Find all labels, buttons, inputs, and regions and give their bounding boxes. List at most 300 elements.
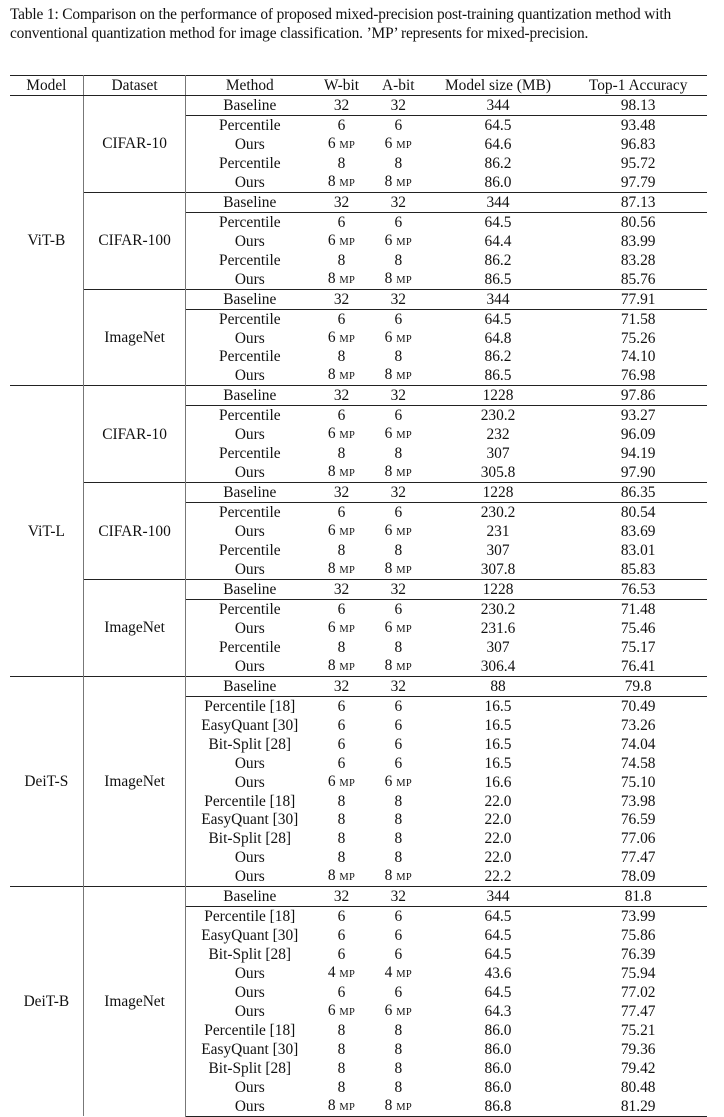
model-cell: ViT-L: [10, 386, 83, 676]
table-row: [10, 580, 707, 600]
a-bit-cell: 32: [370, 483, 427, 503]
mp-tag: MP: [339, 661, 356, 673]
model-size-cell: 86.0: [484, 173, 512, 191]
model-size-cell: 64.4: [484, 232, 512, 250]
model-size-cell: 64.5: [484, 116, 512, 134]
model-size-cell: 230.2: [480, 407, 516, 425]
a-bit-cell: 6: [394, 407, 403, 425]
method-cell: Percentile [18]: [204, 792, 296, 810]
mp-tag: MP: [396, 1007, 412, 1018]
w-bit-cell: 6: [337, 600, 346, 618]
dataset-cell: ImageNet: [83, 289, 186, 386]
dataset-cell: CIFAR-100: [83, 192, 186, 289]
a-bit-cell: 8: [394, 251, 403, 269]
accuracy-cell: 96.83: [620, 135, 656, 153]
header-model-size: Model size (MB): [427, 76, 570, 96]
mp-tag: MP: [396, 236, 412, 248]
model-size-cell: 231.6: [480, 619, 516, 637]
w-bit-cell: 6: [337, 116, 346, 134]
table-row: [10, 96, 707, 116]
accuracy-cell: 71.58: [620, 310, 656, 328]
a-bit-cell: 32: [370, 887, 427, 907]
method-cell: Percentile: [219, 407, 281, 425]
method-cell: EasyQuant [30]: [201, 716, 299, 734]
accuracy-cell: 85.76: [620, 270, 656, 288]
method-cell: Percentile [18]: [204, 908, 296, 926]
method-cell: Percentile: [219, 116, 281, 134]
a-bit-cell: 8: [394, 445, 403, 463]
header-model: Model: [10, 76, 83, 96]
table-row: [10, 483, 707, 503]
header-dataset: Dataset: [83, 76, 186, 96]
accuracy-cell: 81.29: [569, 1097, 707, 1117]
a-bit-cell: 8 MP: [384, 172, 412, 190]
model-size-cell: 64.5: [484, 927, 512, 945]
mp-tag: MP: [396, 872, 412, 884]
method-cell: Baseline: [186, 483, 313, 503]
a-bit-cell: 6: [394, 600, 403, 618]
mp-tag: MP: [396, 468, 412, 480]
accuracy-cell: 83.69: [620, 523, 656, 541]
a-bit-cell: 32: [370, 96, 427, 116]
w-bit-cell: 6: [337, 504, 346, 522]
a-bit-cell: 8 MP: [370, 1097, 427, 1117]
model-size-cell: 305.8: [480, 464, 516, 482]
a-bit-cell: 8: [394, 348, 403, 366]
method-cell: Percentile: [219, 542, 281, 560]
w-bit-cell: 8: [337, 154, 346, 172]
w-bit-cell: 6 MP: [327, 522, 356, 540]
w-bit-cell: 32: [313, 289, 370, 309]
mp-tag: MP: [339, 1007, 356, 1018]
mp-tag: MP: [339, 468, 356, 480]
model-size-cell: 22.0: [484, 792, 512, 810]
method-cell: EasyQuant [30]: [201, 1040, 299, 1058]
dataset-cell: ImageNet: [83, 580, 186, 677]
method-cell: EasyQuant [30]: [201, 811, 299, 829]
method-cell: Ours: [234, 464, 265, 482]
mp-tag: MP: [339, 139, 356, 151]
method-cell: Ours: [234, 523, 265, 541]
method-cell: Ours: [234, 619, 265, 637]
method-cell: Bit-Split [28]: [208, 946, 292, 964]
model-size-cell: 22.0: [484, 811, 512, 829]
model-size-cell: 22.0: [484, 849, 512, 867]
accuracy-cell: 75.86: [620, 927, 656, 945]
method-cell: Baseline: [186, 192, 313, 212]
model-size-cell: 64.3: [484, 1003, 512, 1020]
accuracy-cell: 97.79: [620, 173, 656, 191]
a-bit-cell: 8: [394, 542, 403, 560]
mp-tag: MP: [396, 139, 412, 151]
model-size-cell: 230.2: [480, 504, 516, 522]
w-bit-cell: 8: [337, 1059, 346, 1077]
method-cell: Ours: [234, 232, 265, 250]
accuracy-cell: 83.99: [620, 232, 656, 250]
accuracy-cell: 75.94: [620, 965, 656, 983]
model-size-cell: 307.8: [480, 561, 516, 579]
header-w-bit: W-bit: [313, 76, 370, 96]
accuracy-cell: 81.8: [569, 887, 707, 907]
model-size-cell: 86.0: [484, 1059, 512, 1077]
w-bit-cell: 6: [337, 984, 346, 1002]
w-bit-cell: 8: [337, 811, 346, 829]
mp-tag: MP: [396, 430, 412, 442]
a-bit-cell: 32: [370, 676, 427, 696]
accuracy-cell: 76.39: [620, 946, 656, 964]
model-size-cell: 230.2: [480, 600, 516, 618]
method-cell: Percentile: [219, 638, 281, 656]
accuracy-cell: 75.26: [620, 329, 656, 347]
table-row: [10, 289, 707, 309]
model-size-cell: 16.5: [484, 735, 512, 753]
accuracy-cell: 93.27: [620, 407, 656, 425]
dataset-cell: CIFAR-10: [83, 96, 186, 193]
header-top1-accuracy: Top-1 Accuracy: [569, 76, 707, 96]
mp-tag: MP: [339, 371, 356, 383]
a-bit-cell: 6: [394, 716, 403, 734]
w-bit-cell: 32: [313, 580, 370, 600]
accuracy-cell: 79.42: [620, 1059, 656, 1077]
mp-tag: MP: [339, 177, 356, 189]
model-size-cell: 1228: [427, 483, 570, 503]
accuracy-cell: 74.10: [620, 348, 656, 366]
mp-tag: MP: [339, 623, 356, 635]
w-bit-cell: 6: [337, 946, 346, 964]
header-row: [10, 76, 707, 96]
w-bit-cell: 32: [313, 887, 370, 907]
model-size-cell: 1228: [427, 386, 570, 406]
w-bit-cell: 6: [337, 697, 346, 715]
method-cell: Percentile: [219, 310, 281, 328]
accuracy-cell: 70.49: [620, 697, 656, 715]
a-bit-cell: 8: [394, 638, 403, 656]
method-cell: Percentile: [219, 600, 281, 618]
a-bit-cell: 6 MP: [384, 522, 412, 540]
table-row: [10, 676, 707, 696]
w-bit-cell: 6 MP: [327, 134, 356, 152]
w-bit-cell: 4 MP: [327, 964, 356, 982]
a-bit-cell: 6: [394, 754, 403, 772]
method-cell: Ours: [234, 1078, 265, 1096]
method-cell: Ours: [234, 868, 265, 886]
a-bit-cell: 8 MP: [384, 366, 412, 384]
mp-tag: MP: [339, 527, 356, 539]
accuracy-cell: 73.98: [620, 792, 656, 810]
w-bit-cell: 8 MP: [327, 867, 356, 885]
mp-tag: MP: [396, 623, 412, 635]
a-bit-cell: 8: [394, 811, 403, 829]
w-bit-cell: 6 MP: [327, 618, 356, 636]
method-cell: Baseline: [186, 580, 313, 600]
method-cell: Ours: [234, 1003, 265, 1020]
model-cell: ViT-B: [10, 96, 83, 386]
w-bit-cell: 8 MP: [327, 463, 356, 481]
a-bit-cell: 6: [394, 984, 403, 1002]
model-size-cell: 1228: [427, 580, 570, 600]
accuracy-cell: 71.48: [620, 600, 656, 618]
accuracy-cell: 75.46: [620, 619, 656, 637]
model-size-cell: 344: [427, 887, 570, 907]
model-size-cell: 22.0: [484, 830, 512, 848]
method-cell: Percentile [18]: [204, 1021, 296, 1039]
w-bit-cell: 8: [337, 1040, 346, 1058]
a-bit-cell: 6 MP: [384, 425, 412, 443]
w-bit-cell: 32: [313, 676, 370, 696]
model-size-cell: 64.5: [484, 213, 512, 231]
a-bit-cell: 6 MP: [384, 1002, 412, 1019]
model-size-cell: 86.0: [484, 1078, 512, 1096]
model-size-cell: 344: [427, 192, 570, 212]
model-size-cell: 16.6: [484, 773, 512, 791]
accuracy-cell: 76.41: [620, 657, 656, 675]
model-size-cell: 64.5: [484, 908, 512, 926]
accuracy-cell: 74.58: [620, 754, 656, 772]
accuracy-cell: 79.8: [569, 676, 707, 696]
model-size-cell: 344: [427, 96, 570, 116]
accuracy-cell: 76.98: [620, 367, 656, 385]
w-bit-cell: 8 MP: [313, 1097, 370, 1117]
w-bit-cell: 8: [337, 792, 346, 810]
model-size-cell: 43.6: [484, 965, 512, 983]
mp-tag: MP: [396, 274, 412, 286]
model-size-cell: 64.6: [484, 135, 512, 153]
accuracy-cell: 77.47: [620, 1003, 656, 1020]
method-cell: Ours: [234, 984, 265, 1002]
a-bit-cell: 8 MP: [384, 269, 412, 287]
w-bit-cell: 6: [337, 908, 346, 926]
mp-tag: MP: [396, 371, 412, 383]
model-size-cell: 86.8: [427, 1097, 570, 1117]
mp-tag: MP: [396, 969, 412, 981]
accuracy-cell: 85.83: [620, 561, 656, 579]
table-caption: Table 1: Comparison on the performance of proposed mixed-precision post-training quantization method with conventional quantization method for image classification. ’MP’ represents for mixed-precision.: [10, 6, 672, 42]
accuracy-cell: 73.99: [620, 908, 656, 926]
table-row: [10, 192, 707, 212]
accuracy-cell: 80.48: [620, 1078, 656, 1096]
accuracy-cell: 75.21: [620, 1021, 656, 1039]
model-size-cell: 16.5: [484, 697, 512, 715]
model-size-cell: 64.5: [484, 984, 512, 1002]
w-bit-cell: 6: [337, 754, 346, 772]
method-cell: Ours: [234, 329, 265, 347]
w-bit-cell: 8: [337, 830, 346, 848]
a-bit-cell: 6: [394, 735, 403, 753]
method-cell: Ours: [234, 561, 265, 579]
mp-tag: MP: [396, 333, 412, 345]
a-bit-cell: 4 MP: [384, 964, 412, 982]
model-size-cell: 86.2: [484, 251, 512, 269]
a-bit-cell: 8 MP: [384, 560, 412, 578]
a-bit-cell: 6: [394, 310, 403, 328]
header-a-bit: A-bit: [370, 76, 427, 96]
method-cell: Ours: [234, 773, 265, 791]
mp-tag: MP: [339, 565, 356, 577]
results-table: [10, 75, 707, 1117]
mp-tag: MP: [339, 777, 356, 789]
w-bit-cell: 6 MP: [327, 425, 356, 443]
w-bit-cell: 6: [337, 716, 346, 734]
method-cell: Percentile: [219, 348, 281, 366]
model-size-cell: 64.5: [484, 946, 512, 964]
a-bit-cell: 8: [394, 1021, 403, 1039]
method-cell: Baseline: [186, 887, 313, 907]
method-cell: Ours: [234, 173, 265, 191]
method-cell: Baseline: [186, 386, 313, 406]
method-cell: Baseline: [186, 676, 313, 696]
a-bit-cell: 8: [394, 792, 403, 810]
accuracy-cell: 80.54: [620, 504, 656, 522]
model-size-cell: 232: [486, 426, 510, 444]
accuracy-cell: 94.19: [620, 445, 656, 463]
w-bit-cell: 6: [337, 735, 346, 753]
accuracy-cell: 95.72: [620, 154, 656, 172]
mp-tag: MP: [339, 333, 356, 345]
accuracy-cell: 75.17: [620, 638, 656, 656]
model-size-cell: 64.8: [484, 329, 512, 347]
table-body: [10, 96, 707, 1117]
accuracy-cell: 97.90: [620, 464, 656, 482]
model-size-cell: 86.0: [484, 1040, 512, 1058]
model-size-cell: 86.2: [484, 154, 512, 172]
mp-tag: MP: [339, 236, 356, 248]
w-bit-cell: 8: [337, 542, 346, 560]
a-bit-cell: 6 MP: [384, 618, 412, 636]
a-bit-cell: 6 MP: [384, 134, 412, 152]
accuracy-cell: 83.28: [620, 251, 656, 269]
w-bit-cell: 8: [337, 1078, 346, 1096]
mp-tag: MP: [396, 527, 412, 539]
dataset-cell: ImageNet: [83, 676, 186, 886]
accuracy-cell: 79.36: [620, 1040, 656, 1058]
accuracy-cell: 86.35: [569, 483, 707, 503]
a-bit-cell: 8: [394, 1059, 403, 1077]
accuracy-cell: 93.48: [620, 116, 656, 134]
accuracy-cell: 77.47: [620, 849, 656, 867]
model-size-cell: 307: [486, 445, 510, 463]
a-bit-cell: 6: [394, 927, 403, 945]
model-size-cell: 86.5: [484, 270, 512, 288]
accuracy-cell: 98.13: [569, 96, 707, 116]
mp-tag: MP: [396, 177, 412, 189]
method-cell: Ours: [234, 965, 265, 983]
a-bit-cell: 6: [394, 504, 403, 522]
method-cell: Ours: [234, 754, 265, 772]
accuracy-cell: 74.04: [620, 735, 656, 753]
accuracy-cell: 76.53: [569, 580, 707, 600]
method-cell: EasyQuant [30]: [201, 927, 299, 945]
model-size-cell: 86.5: [484, 367, 512, 385]
method-cell: Baseline: [186, 96, 313, 116]
table-row: [10, 386, 707, 406]
model-size-cell: 86.2: [484, 348, 512, 366]
w-bit-cell: 6: [337, 213, 346, 231]
dataset-cell: ImageNet: [83, 887, 186, 1116]
w-bit-cell: 6 MP: [327, 231, 356, 249]
w-bit-cell: 6 MP: [327, 1002, 356, 1019]
a-bit-cell: 6: [394, 213, 403, 231]
a-bit-cell: 6 MP: [384, 328, 412, 346]
w-bit-cell: 8: [337, 638, 346, 656]
mp-tag: MP: [339, 274, 356, 286]
mp-tag: MP: [396, 661, 412, 673]
a-bit-cell: 6: [394, 697, 403, 715]
w-bit-cell: 8 MP: [327, 560, 356, 578]
dataset-cell: CIFAR-100: [83, 483, 186, 580]
model-size-cell: 307: [486, 542, 510, 560]
method-cell: Percentile: [219, 213, 281, 231]
w-bit-cell: 8 MP: [327, 366, 356, 384]
w-bit-cell: 6: [337, 927, 346, 945]
a-bit-cell: 32: [370, 289, 427, 309]
accuracy-cell: 97.86: [569, 386, 707, 406]
a-bit-cell: 8: [394, 830, 403, 848]
accuracy-cell: 76.59: [620, 811, 656, 829]
method-cell: Ours: [186, 1097, 313, 1117]
a-bit-cell: 6 MP: [384, 772, 412, 790]
method-cell: Percentile [18]: [204, 697, 296, 715]
w-bit-cell: 32: [313, 96, 370, 116]
dataset-cell: CIFAR-10: [83, 386, 186, 483]
w-bit-cell: 8 MP: [327, 656, 356, 674]
method-cell: Ours: [234, 657, 265, 675]
w-bit-cell: 8 MP: [327, 172, 356, 190]
a-bit-cell: 8 MP: [384, 867, 412, 885]
method-cell: Percentile: [219, 504, 281, 522]
accuracy-cell: 83.01: [620, 542, 656, 560]
w-bit-cell: 8: [337, 1021, 346, 1039]
method-cell: Bit-Split [28]: [208, 830, 292, 848]
method-cell: Ours: [234, 426, 265, 444]
method-cell: Percentile: [219, 251, 281, 269]
method-cell: Ours: [234, 270, 265, 288]
method-cell: Baseline: [186, 289, 313, 309]
model-cell: DeiT-B: [10, 887, 83, 1116]
w-bit-cell: 8: [337, 849, 346, 867]
a-bit-cell: 8: [394, 1040, 403, 1058]
method-cell: Bit-Split [28]: [208, 735, 292, 753]
method-cell: Bit-Split [28]: [208, 1059, 292, 1077]
method-cell: Ours: [234, 135, 265, 153]
w-bit-cell: 32: [313, 386, 370, 406]
a-bit-cell: 32: [370, 580, 427, 600]
model-size-cell: 231: [486, 523, 510, 541]
method-cell: Ours: [234, 849, 265, 867]
method-cell: Percentile: [219, 154, 281, 172]
accuracy-cell: 78.09: [620, 868, 656, 886]
model-size-cell: 16.5: [484, 716, 512, 734]
a-bit-cell: 32: [370, 192, 427, 212]
w-bit-cell: 32: [313, 483, 370, 503]
mp-tag: MP: [396, 777, 412, 789]
mp-tag: MP: [339, 430, 356, 442]
accuracy-cell: 73.26: [620, 716, 656, 734]
a-bit-cell: 8 MP: [384, 656, 412, 674]
a-bit-cell: 32: [370, 386, 427, 406]
a-bit-cell: 6 MP: [384, 231, 412, 249]
model-size-cell: 64.5: [484, 310, 512, 328]
w-bit-cell: 8: [337, 445, 346, 463]
a-bit-cell: 6: [394, 946, 403, 964]
model-size-cell: 306.4: [480, 657, 516, 675]
w-bit-cell: 8: [337, 251, 346, 269]
w-bit-cell: 8: [337, 348, 346, 366]
a-bit-cell: 8: [394, 1078, 403, 1096]
a-bit-cell: 8: [394, 849, 403, 867]
a-bit-cell: 6: [394, 908, 403, 926]
mp-tag: MP: [396, 565, 412, 577]
method-cell: Percentile: [219, 445, 281, 463]
